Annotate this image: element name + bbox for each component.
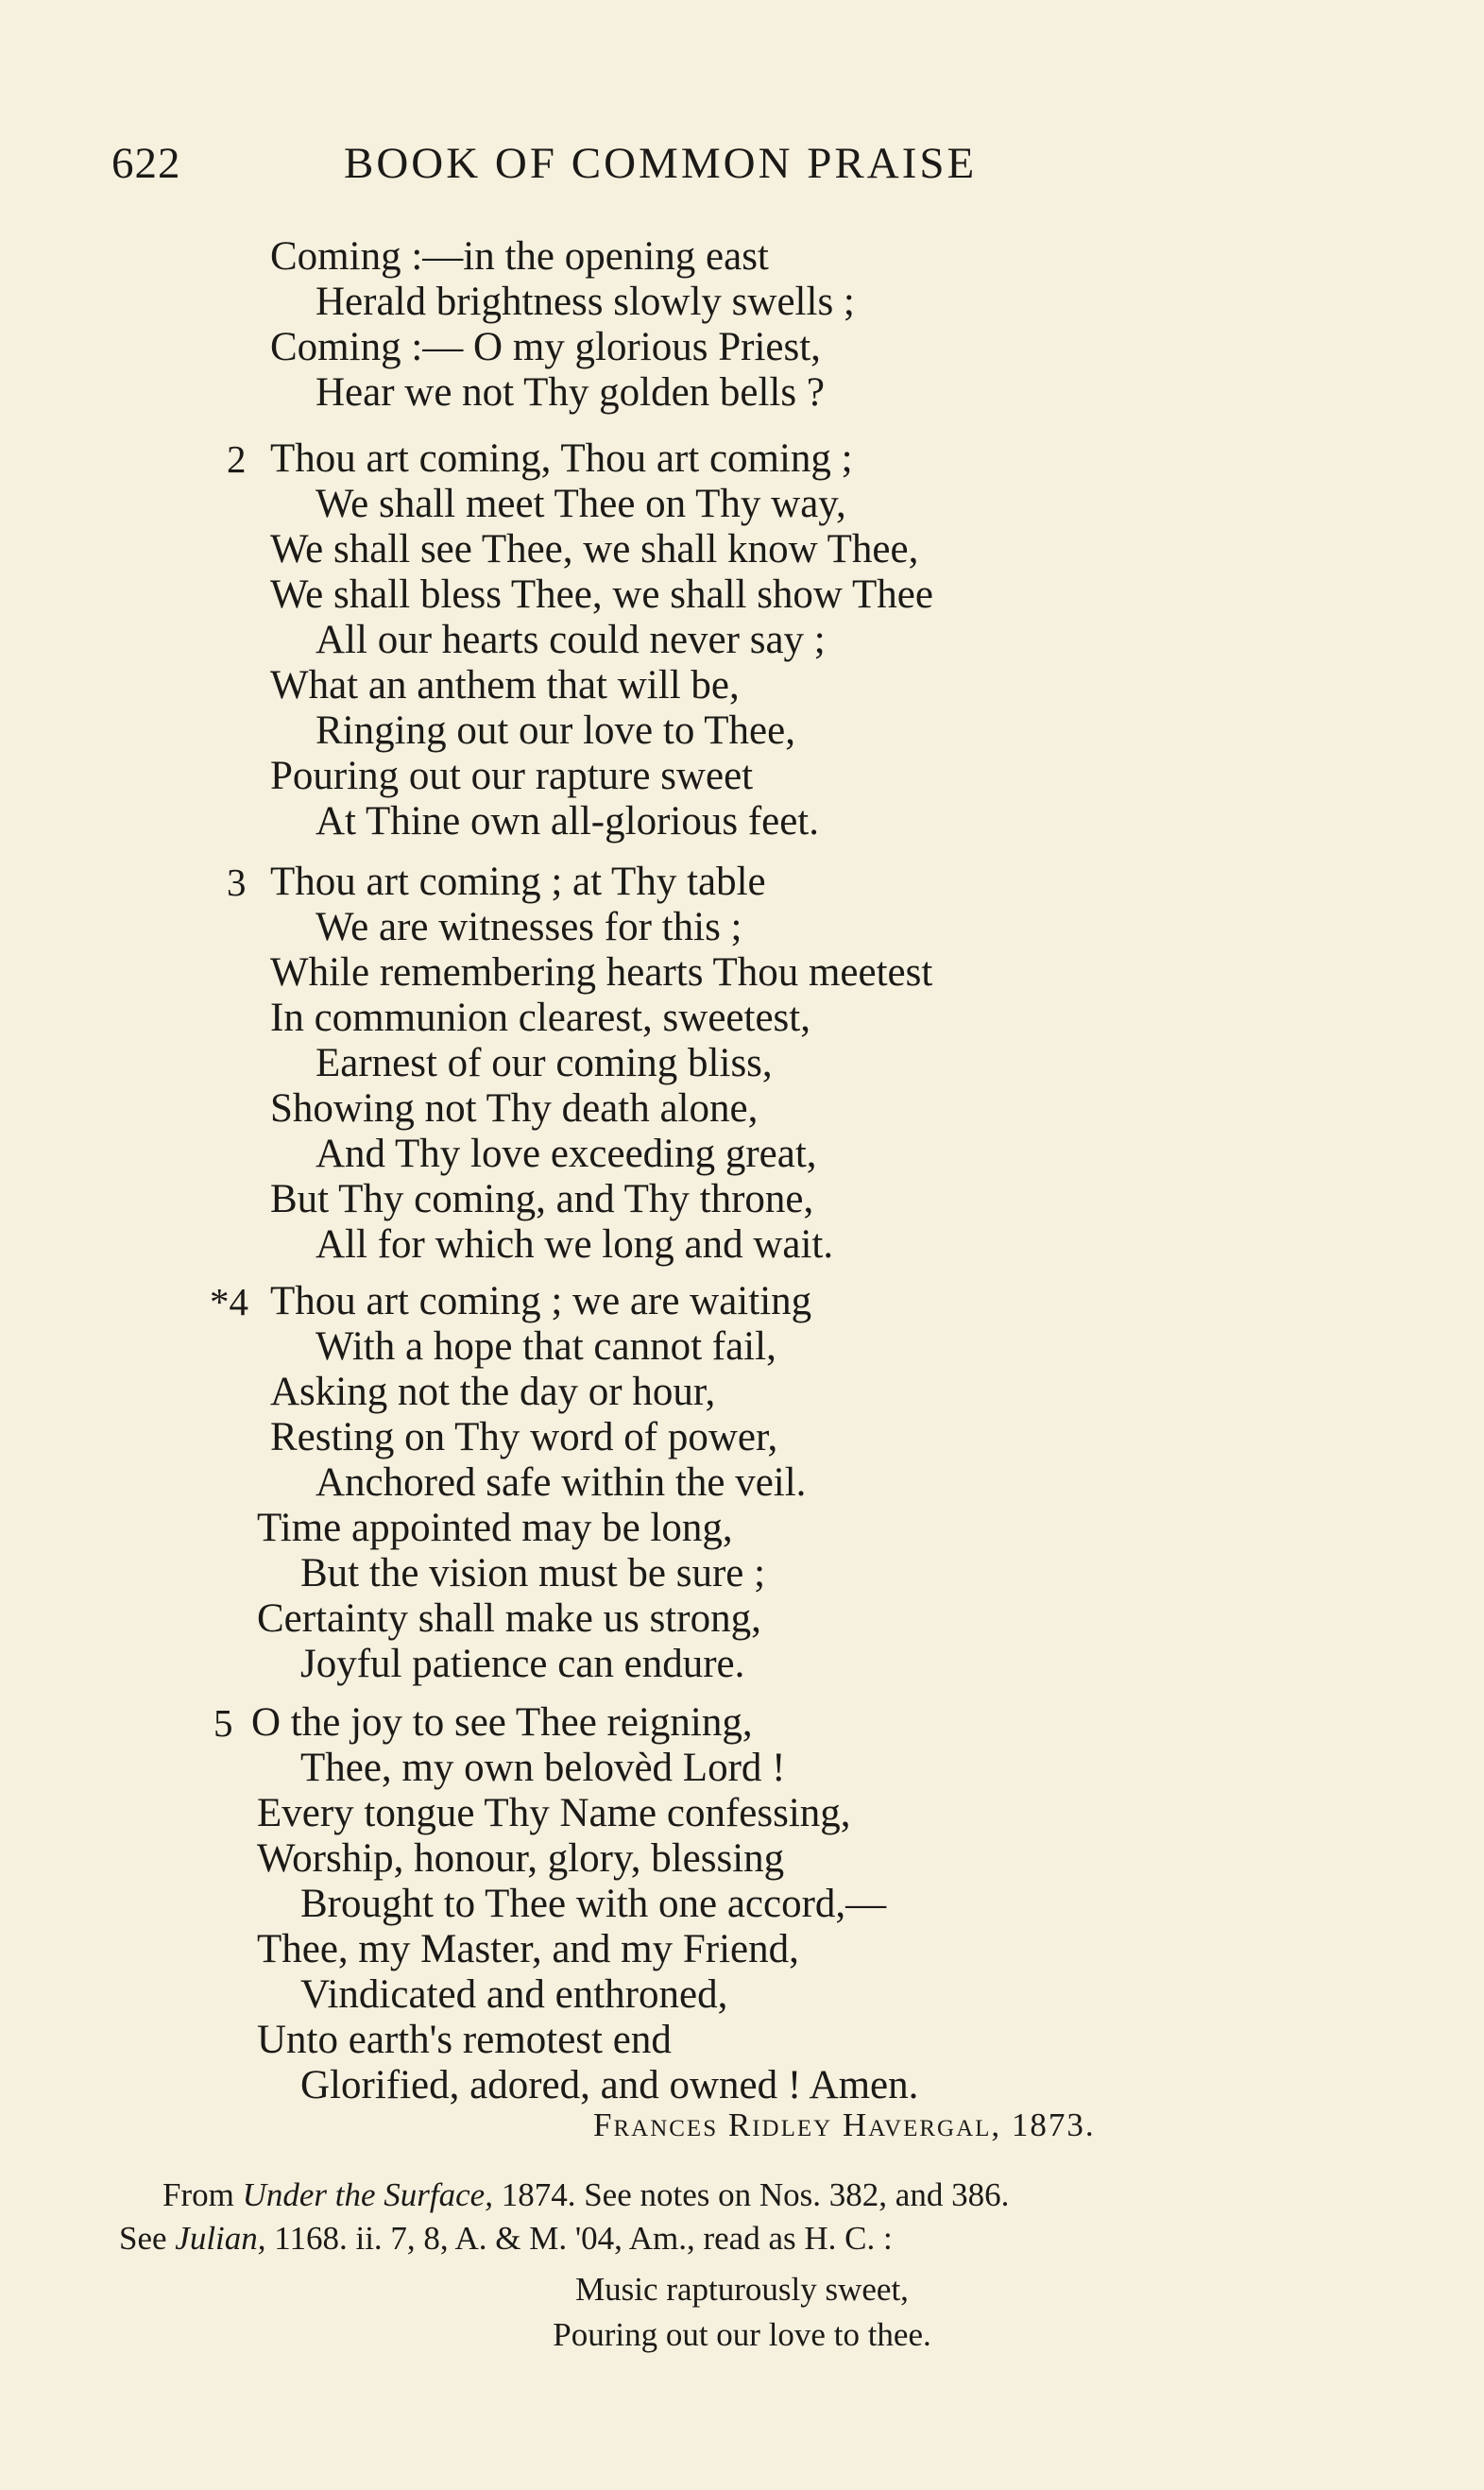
note-text: 1874. See notes on Nos. 382, and 386. [492,2176,1010,2213]
hymn-line: Worship, honour, glory, blessing [257,1836,785,1881]
hymn-line: But the vision must be sure ; [300,1551,766,1595]
verse-number: *4 [210,1280,248,1323]
verse-number: 5 [213,1701,233,1745]
hymn-line: We shall bless Thee, we shall show Thee [270,572,933,617]
hymn-line: Asking not the day or hour, [270,1370,716,1414]
hymn-line: We shall meet Thee on Thy way, [316,482,846,526]
reference-note [119,2218,893,2260]
hymn-line: Time appointed may be long, [257,1506,733,1550]
hymn-line: Herald brightness slowly swells ; [316,280,855,324]
hymn-line: Thou art coming ; we are waiting [270,1279,812,1323]
hymn-line: What an anthem that will be, [270,663,740,708]
hymn-line: Coming :—in the opening east [270,234,769,279]
note-text: 1168. ii. 7, 8, A. & M. '04, Am., read as H. C. : [265,2220,893,2257]
variant-reading-line: Pouring out our love to thee. [553,2316,931,2353]
running-title: BOOK OF COMMON PRAISE [344,139,978,188]
hymn-line: In communion clearest, sweetest, [270,996,810,1040]
hymn-line: Earnest of our coming bliss, [316,1041,773,1085]
page-number: 622 [111,139,181,188]
hymn-line: All our hearts could never say ; [316,618,826,662]
hymn-line: Certainty shall make us strong, [257,1596,761,1641]
author-attribution: Frances Ridley Havergal, 1873. [593,2106,1096,2143]
reference-title: Julian, [175,2220,266,2257]
hymn-line: At Thine own all-glorious feet. [316,799,820,844]
hymn-line: Thou art coming, Thou art coming ; [270,436,853,481]
hymn-line: And Thy love exceeding great, [316,1132,817,1176]
note-prefix: From [162,2176,243,2213]
hymn-line: But Thy coming, and Thy throne, [270,1177,814,1221]
hymn-line: Joyful patience can endure. [300,1642,745,1686]
hymn-line: Showing not Thy death alone, [270,1086,759,1131]
note-prefix: See [119,2220,176,2257]
hymn-line: Ringing out our love to Thee, [316,708,795,753]
hymn-line: Thou art coming ; at Thy table [270,860,766,904]
source-title: Under the Surface, [242,2176,493,2213]
hymn-line: Vindicated and enthroned, [300,1972,728,2017]
hymn-line: Thee, my own belovèd Lord ! [300,1746,786,1790]
hymn-line: We are witnesses for this ; [316,905,742,949]
hymn-line: With a hope that cannot fail, [316,1324,776,1369]
hymn-line: Glorified, adored, and owned ! Amen. [300,2063,919,2107]
verse-number: 2 [227,437,247,481]
verse-number: 3 [227,861,247,904]
hymn-line: Unto earth's remotest end [257,2018,672,2062]
hymn-line: While remembering hearts Thou meetest [270,950,933,995]
hymn-line: Brought to Thee with one accord,— [300,1882,887,1926]
hymn-line: Coming :— O my glorious Priest, [270,325,821,369]
page-header [111,138,1132,195]
hymn-line: Every tongue Thy Name confessing, [257,1791,851,1835]
variant-reading-line: Music rapturously sweet, [575,2271,909,2308]
hymn-line: Pouring out our rapture sweet [270,754,754,798]
hymn-line: O the joy to see Thee reigning, [251,1700,753,1745]
hymn-line: We shall see Thee, we shall know Thee, [270,527,919,571]
hymn-line: Hear we not Thy golden bells ? [316,370,825,415]
hymn-line: Thee, my Master, and my Friend, [257,1927,799,1971]
hymn-line: Resting on Thy word of power, [270,1415,778,1459]
source-note [162,2174,1009,2216]
hymn-line: Anchored safe within the veil. [316,1460,807,1505]
hymn-line: All for which we long and wait. [316,1222,834,1267]
